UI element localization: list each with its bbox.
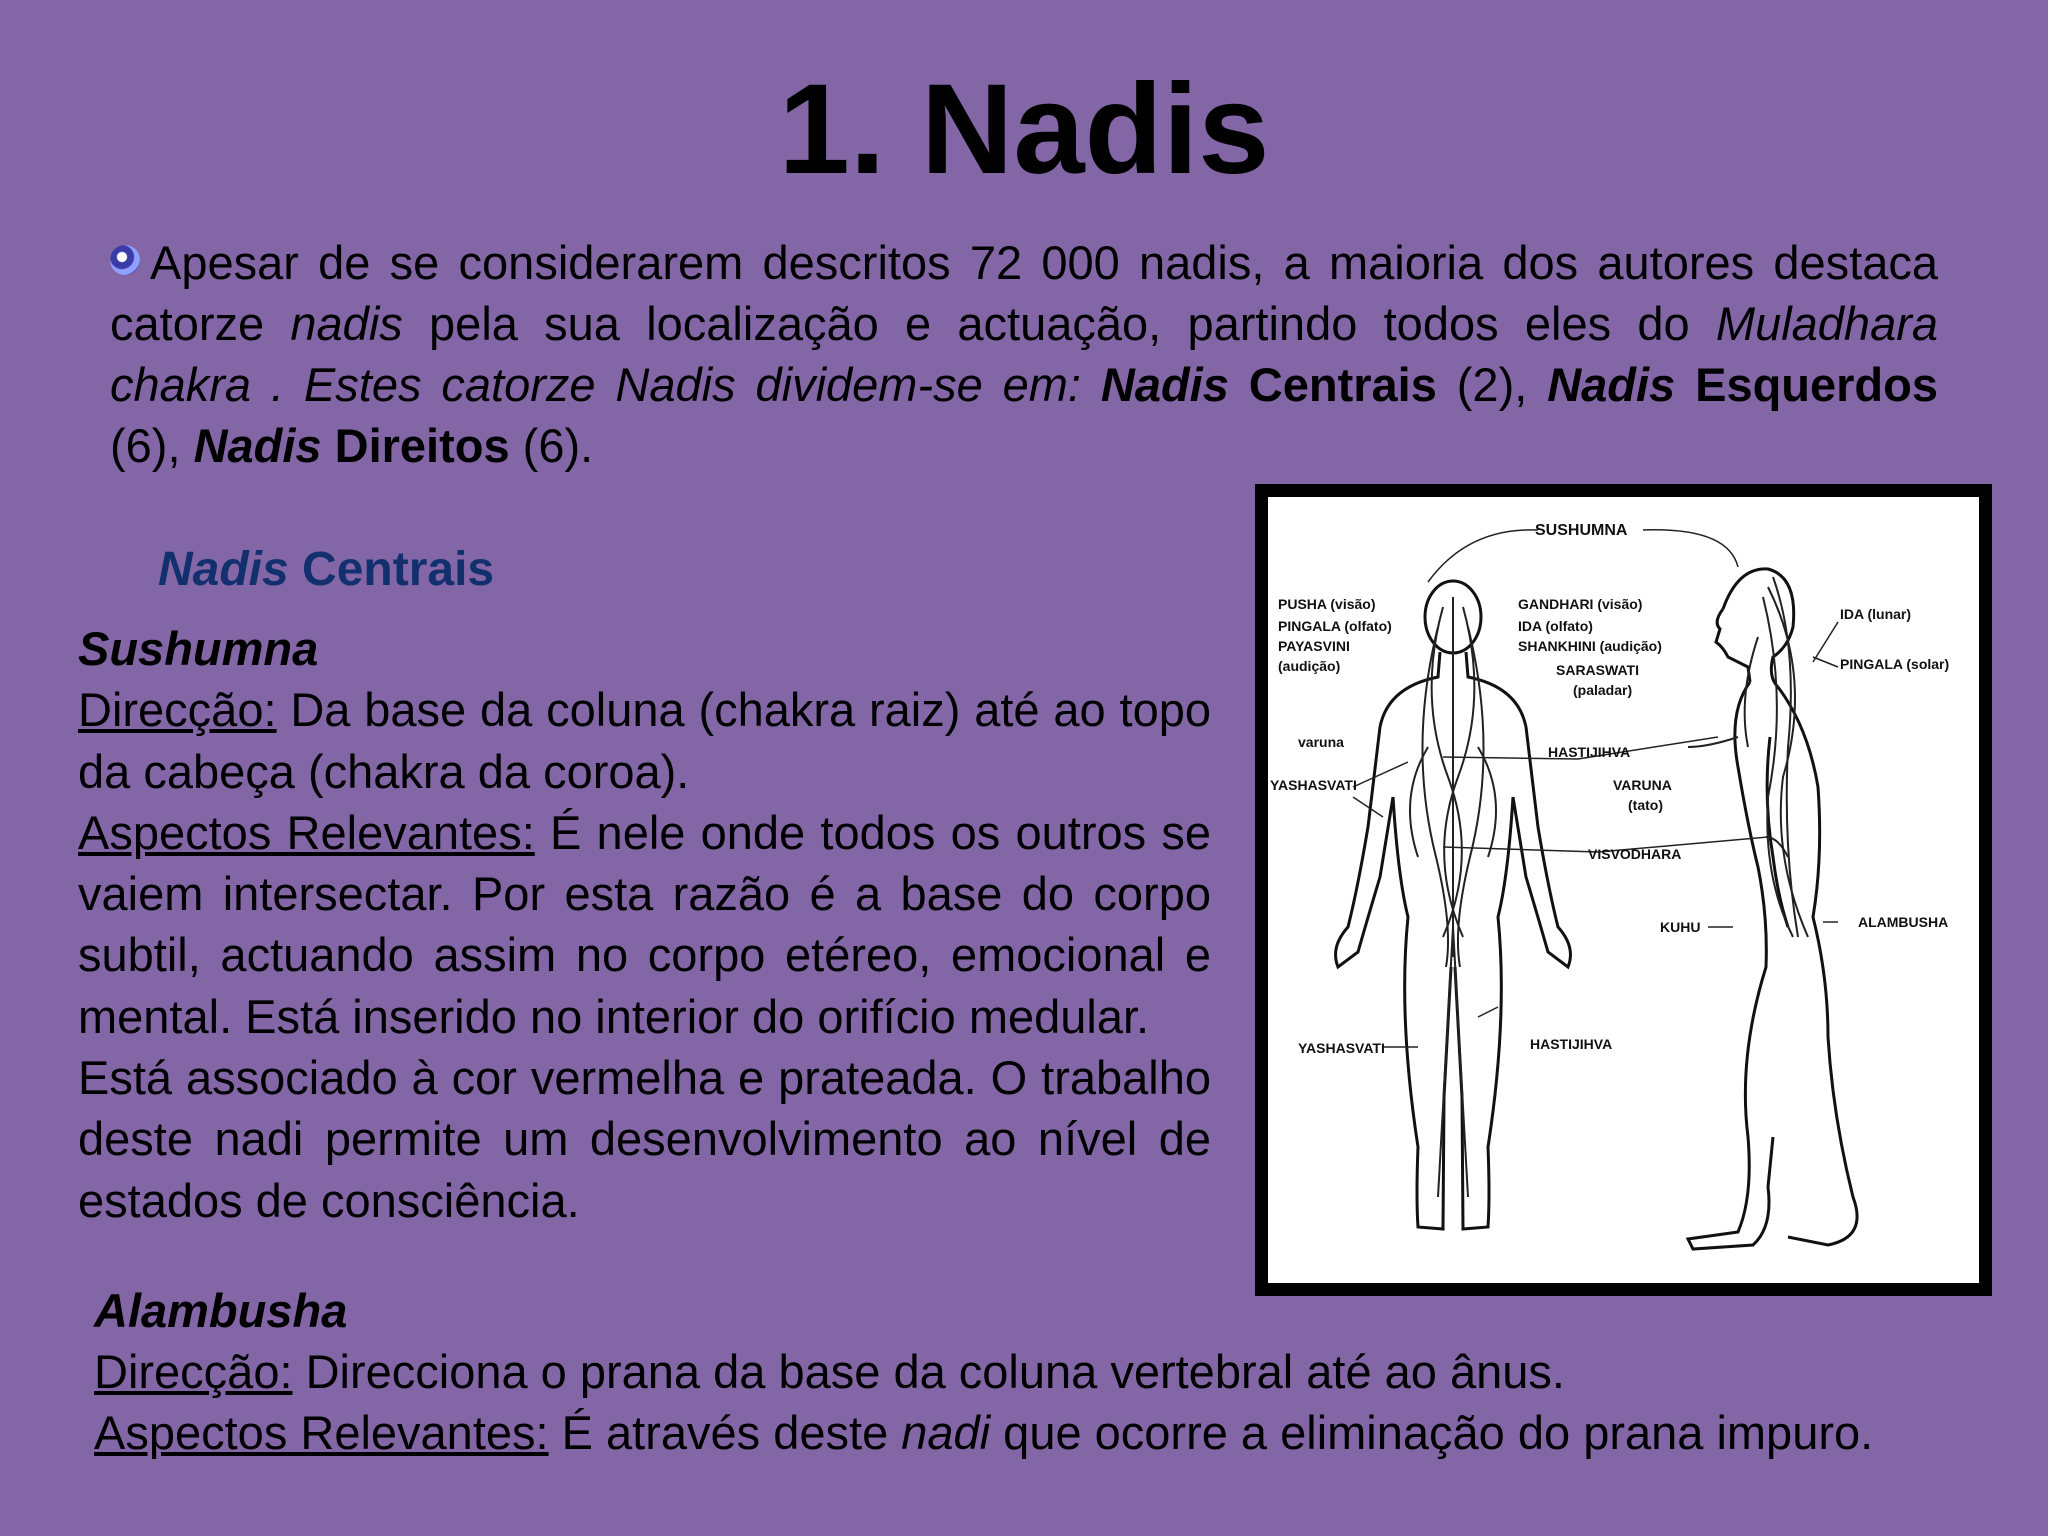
label-paladar: (paladar) — [1573, 682, 1633, 698]
alambusha-aspects: Aspectos Relevantes: É através deste nadi que ocorre a eliminação do prana impuro. — [94, 1406, 1874, 1459]
label-audicao: (audição) — [1278, 658, 1341, 674]
alambusha-direction: Direcção: Direcciona o prana da base da coluna vertebral até ao ânus. — [94, 1345, 1565, 1398]
label-gandhari: GANDHARI (visão) — [1518, 596, 1643, 612]
label-shankhini: SHANKHINI (audição) — [1518, 638, 1662, 654]
side-nadi-channels — [1688, 577, 1808, 937]
label-varuna-left: varuna — [1298, 734, 1344, 750]
label-payasvini: PAYASVINI — [1278, 638, 1350, 654]
label-tato: (tato) — [1628, 797, 1663, 813]
front-nadi-channels — [1410, 597, 1496, 1197]
label-yashasvati-bottom: YASHASVATI — [1298, 1040, 1385, 1056]
side-body-figure — [1688, 569, 1857, 1249]
label-pusha: PUSHA (visão) — [1278, 596, 1376, 612]
aspects-label: Aspectos Relevantes: — [78, 805, 535, 859]
sushumna-extra: Está associado à cor vermelha e prateada. O trabalho deste nadi permite um desenvolvimento ao nível de estados de consciência. — [78, 1051, 1211, 1227]
direction-label: Direcção: — [94, 1345, 293, 1398]
sushumna-aspects: Aspectos Relevantes: É nele onde todos os outros se vaiem intersectar. Por esta razão é a base do corpo subtil, actuando assim no corpo etéreo, emocional e mental. Está inserido no interior do orifício medular. — [78, 805, 1211, 1043]
intro-paragraph: Apesar de se considerarem descritos 72 000 nadis, a maioria dos autores destaca catorze nadis pela sua localização e actuação, partindo todos eles do Muladhara chakra . Estes catorze Nadis dividem-se em: Nadis Centrais (2), Nadis Esquerdos (6), Nadis Direitos (6). — [110, 236, 1939, 472]
label-varuna-right: VARUNA — [1613, 777, 1672, 793]
label-pingala-olfato: PINGALA (olfato) — [1278, 618, 1392, 634]
label-hastijihva-1: HASTIJIHVA — [1548, 744, 1631, 760]
nadis-diagram — [1268, 497, 1979, 1283]
sushumna-block — [78, 618, 1211, 1231]
bullet-icon — [110, 245, 140, 275]
label-visvodhara: VISVODHARA — [1588, 846, 1682, 862]
label-hastijihva-2: HASTIJIHVA — [1530, 1036, 1613, 1052]
label-alambusha: ALAMBUSHA — [1858, 914, 1949, 930]
section-heading-nadis-centrais: Nadis Centrais — [158, 543, 495, 596]
alambusha-title: Alambusha — [94, 1284, 348, 1337]
slide-title: 1. Nadis — [778, 58, 1270, 201]
label-yashasvati-left: YASHASVATI — [1270, 777, 1357, 793]
nadis-diagram-frame — [1255, 484, 1992, 1296]
label-ida-olfato: IDA (olfato) — [1518, 618, 1593, 634]
sushumna-title: Sushumna — [78, 622, 319, 675]
aspects-label: Aspectos Relevantes: — [94, 1406, 549, 1459]
label-sushumna: SUSHUMNA — [1535, 522, 1628, 539]
label-pingala-solar: PINGALA (solar) — [1840, 656, 1950, 672]
direction-label: Direcção: — [78, 683, 277, 737]
sushumna-direction: Direcção: Da base da coluna (chakra raiz) até ao topo da cabeça (chakra da coroa). — [78, 683, 1211, 798]
label-kuhu: KUHU — [1660, 919, 1701, 935]
nadis-diagram-svg — [1268, 497, 1979, 1283]
alambusha-block — [94, 1280, 1937, 1463]
label-ida-lunar: IDA (lunar) — [1840, 606, 1912, 622]
label-saraswati: SARASWATI — [1556, 662, 1639, 678]
